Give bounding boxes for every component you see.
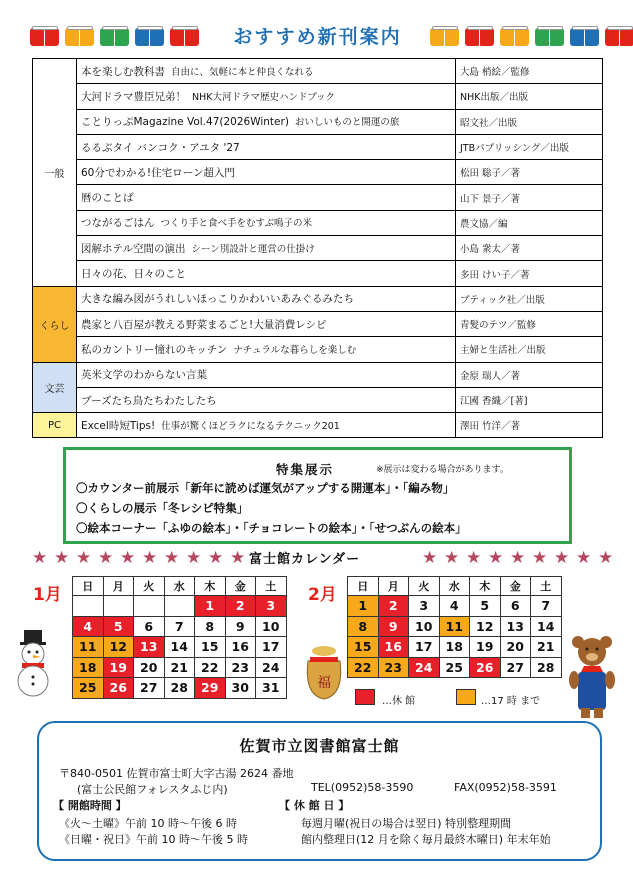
calendar-day: 8 xyxy=(348,616,379,637)
calendar-day: 15 xyxy=(195,637,226,658)
book-publisher: ブティック社／出版 xyxy=(456,286,603,311)
book-publisher: 多田 けい子／著 xyxy=(456,261,603,286)
calendar-day: 7 xyxy=(531,596,562,617)
calendar-day: 4 xyxy=(439,596,470,617)
book-subtitle: NHK大河ドラマ歴史ハンドブック xyxy=(192,91,336,103)
calendar-day: 26 xyxy=(103,678,134,699)
book-title-cell xyxy=(77,84,456,109)
legend-until17-swatch xyxy=(456,689,476,705)
calendar-day: 13 xyxy=(134,637,165,658)
book-row xyxy=(33,286,603,311)
book-row xyxy=(33,362,603,387)
feature-note: ※展示は変わる場合があります。 xyxy=(376,465,509,475)
book-title-cell xyxy=(77,286,456,311)
book-row xyxy=(33,185,603,210)
weekday-header: 木 xyxy=(470,577,501,596)
calendar-day: 12 xyxy=(103,637,134,658)
library-info-box xyxy=(37,721,602,861)
book-subtitle: ナチュラルな暮らしを楽しむ xyxy=(233,344,357,356)
book-row xyxy=(33,261,603,286)
book-icon xyxy=(65,26,95,48)
calendar-day: 16 xyxy=(225,637,256,658)
category-cell: PC xyxy=(33,413,77,438)
calendar-day: 17 xyxy=(256,637,287,658)
calendar-day: 9 xyxy=(225,616,256,637)
star-icon: ★ xyxy=(76,548,92,568)
library-name: 佐賀市立図書館富士館 xyxy=(239,737,400,755)
book-title: 大河ドラマ豊臣兄弟！ xyxy=(81,90,186,103)
page-title: おすすめ新刊案内 xyxy=(233,26,402,48)
month-label-february: 2月 xyxy=(308,585,337,605)
book-publisher: NHK出版／出版 xyxy=(456,84,603,109)
book-row xyxy=(33,236,603,261)
calendar-day: 23 xyxy=(378,657,409,678)
calendar-day: 14 xyxy=(531,616,562,637)
book-title-cell xyxy=(77,362,456,387)
calendar-day: 4 xyxy=(73,616,104,637)
weekday-header: 木 xyxy=(195,577,226,596)
star-icon: ★ xyxy=(120,548,136,568)
star-icon: ★ xyxy=(186,548,202,568)
category-cell: くらし xyxy=(33,286,77,362)
calendar-day: 30 xyxy=(225,678,256,699)
star-icon: ★ xyxy=(488,548,504,568)
book-row xyxy=(33,134,603,159)
star-icon: ★ xyxy=(230,548,246,568)
feature-line: 〇カウンター前展示「新年に読めば運気がアップする開運本」・「編み物」 xyxy=(76,481,455,495)
legend-until17-label: …17 時 まで xyxy=(481,696,541,707)
weekday-header: 土 xyxy=(531,577,562,596)
book-title: 本を楽しむ教科書 xyxy=(81,65,165,78)
book-subtitle: つくり手と食べ手をむすぶ鳴子の米 xyxy=(160,218,313,230)
calendar-day: 6 xyxy=(500,596,531,617)
book-publisher: 農文協／編 xyxy=(456,210,603,235)
book-row xyxy=(33,59,603,84)
book-title-cell xyxy=(77,109,456,134)
snowman-illustration xyxy=(10,628,56,698)
library-building: (富士公民館フォレスタふじ内) xyxy=(77,783,228,796)
category-cell: 文芸 xyxy=(33,362,77,413)
book-title: 私のカントリー憧れのキッチン xyxy=(81,343,228,356)
book-title-cell xyxy=(77,413,456,438)
calendar-day: 28 xyxy=(531,657,562,678)
calendar-day: 31 xyxy=(256,678,287,699)
hours-weekday: 《火～土曜》午前 10 時～午後 6 時 xyxy=(59,817,237,830)
book-icon xyxy=(30,26,60,48)
calendar-day xyxy=(103,596,134,617)
book-title-cell xyxy=(77,387,456,412)
book-publisher: 青髪のテツ／監修 xyxy=(456,311,603,336)
calendar-day: 15 xyxy=(348,637,379,658)
calendar-day: 14 xyxy=(164,637,195,658)
book-title-cell xyxy=(77,59,456,84)
closed-days-line-1: 毎週月曜(祝日の場合は翌日) 特別整理期間 xyxy=(301,817,512,830)
library-fax: FAX(0952)58-3591 xyxy=(454,781,557,794)
calendar-day: 24 xyxy=(409,657,440,678)
book-row xyxy=(33,84,603,109)
book-title: 日々の花、日々のこと xyxy=(81,268,186,281)
weekday-header: 月 xyxy=(378,577,409,596)
calendar-day: 3 xyxy=(256,596,287,617)
calendar-day: 17 xyxy=(409,637,440,658)
star-icon: ★ xyxy=(32,548,48,568)
book-subtitle: 仕事が驚くほどラクになるテクニック201 xyxy=(161,420,340,432)
calendar-day: 3 xyxy=(409,596,440,617)
legend-closed-label: …休 館 xyxy=(382,696,416,707)
legend-closed-swatch xyxy=(355,689,375,705)
book-title-cell xyxy=(77,185,456,210)
library-address: 〒840-0501 佐賀市富士町大字古湯 2624 番地 xyxy=(59,767,294,780)
calendar-day: 5 xyxy=(470,596,501,617)
book-title-cell xyxy=(77,210,456,235)
calendar-day: 16 xyxy=(378,637,409,658)
book-title: 農家と八百屋が教える野菜まるごと!大量消費レシピ xyxy=(81,318,327,331)
calendar-day: 10 xyxy=(256,616,287,637)
book-title-cell xyxy=(77,134,456,159)
calendar-day: 19 xyxy=(470,637,501,658)
calendar-day: 28 xyxy=(164,678,195,699)
star-icon: ★ xyxy=(532,548,548,568)
book-subtitle: シーン別設計と運営の仕掛け xyxy=(191,243,315,255)
calendar-day: 1 xyxy=(348,596,379,617)
calendar-day: 18 xyxy=(73,657,104,678)
calendar-day: 2 xyxy=(225,596,256,617)
calendar-day: 23 xyxy=(225,657,256,678)
book-title-cell xyxy=(77,311,456,336)
calendar-day: 19 xyxy=(103,657,134,678)
calendar-day: 24 xyxy=(256,657,287,678)
weekday-header: 金 xyxy=(225,577,256,596)
star-icon: ★ xyxy=(54,548,70,568)
weekday-header: 土 xyxy=(256,577,287,596)
book-title-cell xyxy=(77,337,456,362)
closed-days-line-2: 館内整理日(12 月を除く毎月最終木曜日) 年末年始 xyxy=(301,833,551,846)
calendar-day: 27 xyxy=(134,678,165,699)
calendar-day: 8 xyxy=(195,616,226,637)
book-row xyxy=(33,337,603,362)
calendar-day: 11 xyxy=(439,616,470,637)
star-icon: ★ xyxy=(208,548,224,568)
header xyxy=(0,22,633,56)
book-title: ことりっぷMagazine Vol.47(2026Winter) xyxy=(81,116,289,129)
calendar-day: 25 xyxy=(73,678,104,699)
calendar-day: 21 xyxy=(164,657,195,678)
feature-line: 〇絵本コーナー「ふゆの絵本」・「チョコレートの絵本」・「せつぶんの絵本」 xyxy=(76,521,467,535)
feature-line: 〇くらしの展示「冬レシピ特集」 xyxy=(76,501,249,515)
book-title: 英米文学のわからない言葉 xyxy=(81,369,207,382)
book-title: Excel時短Tips! xyxy=(81,419,156,432)
book-publisher: 江國 香織／[著] xyxy=(456,387,603,412)
calendar-day: 26 xyxy=(470,657,501,678)
book-subtitle: おいしいものと開運の旅 xyxy=(294,117,400,129)
feature-heading: 特集展示 xyxy=(276,462,335,477)
book-title-cell xyxy=(77,261,456,286)
book-publisher: 主婦と生活社／出版 xyxy=(456,337,603,362)
calendar-february xyxy=(347,576,562,678)
book-title: 大きな編み図がうれしいほっこりかわいいあみぐるみたち xyxy=(81,293,354,306)
book-title-cell xyxy=(77,160,456,185)
calendar-day: 18 xyxy=(439,637,470,658)
calendar-january xyxy=(72,576,287,699)
star-icon: ★ xyxy=(142,548,158,568)
book-publisher: 松田 聡子／著 xyxy=(456,160,603,185)
weekday-header: 火 xyxy=(409,577,440,596)
lucky-bag-illustration xyxy=(300,643,348,703)
star-icon: ★ xyxy=(422,548,438,568)
star-icon: ★ xyxy=(164,548,180,568)
weekday-header: 金 xyxy=(500,577,531,596)
weekday-header: 火 xyxy=(134,577,165,596)
book-title: るるぶタイ バンコク・アユタ '27 xyxy=(81,141,240,154)
closed-days-heading: 【 休 館 日 】 xyxy=(279,799,350,812)
book-icon xyxy=(135,26,165,48)
weekday-header: 日 xyxy=(73,577,104,596)
calendar-day: 7 xyxy=(164,616,195,637)
weekday-header: 水 xyxy=(164,577,195,596)
book-icon xyxy=(170,26,200,48)
calendar-day: 20 xyxy=(500,637,531,658)
book-publisher: 小島 衆太／著 xyxy=(456,236,603,261)
book-title: ブーズたち鳥たちわたしたち xyxy=(81,394,217,407)
book-row xyxy=(33,387,603,412)
book-subtitle: 自由に、気軽に本と仲良くなれる xyxy=(171,66,314,78)
book-row xyxy=(33,109,603,134)
calendar-day: 29 xyxy=(195,678,226,699)
calendar-day: 13 xyxy=(500,616,531,637)
calendar-day: 9 xyxy=(378,616,409,637)
book-title: 60分でわかる!住宅ローン超入門 xyxy=(81,166,235,179)
calendar-day: 22 xyxy=(348,657,379,678)
star-icon: ★ xyxy=(444,548,460,568)
library-tel: TEL(0952)58-3590 xyxy=(311,781,414,794)
book-icon xyxy=(570,26,600,48)
star-icon: ★ xyxy=(598,548,614,568)
hours-weekend: 《日曜・祝日》午前 10 時～午後 5 時 xyxy=(59,833,248,846)
calendar-day: 25 xyxy=(439,657,470,678)
weekday-header: 月 xyxy=(103,577,134,596)
book-icon xyxy=(500,26,530,48)
star-icon: ★ xyxy=(98,548,114,568)
opening-hours-heading: 【 開館時間 】 xyxy=(53,799,127,812)
star-icon: ★ xyxy=(554,548,570,568)
book-title: つながるごはん xyxy=(81,217,155,230)
calendar-day xyxy=(134,596,165,617)
calendar-day: 1 xyxy=(195,596,226,617)
book-publisher: 金原 瑞人／著 xyxy=(456,362,603,387)
calendar-day: 10 xyxy=(409,616,440,637)
calendar-day: 22 xyxy=(195,657,226,678)
month-label-january: 1月 xyxy=(33,585,62,605)
new-books-table xyxy=(32,58,603,438)
book-publisher: 山下 景子／著 xyxy=(456,185,603,210)
book-icon xyxy=(465,26,495,48)
calendar-day: 6 xyxy=(134,616,165,637)
calendar-day: 27 xyxy=(500,657,531,678)
weekday-header: 日 xyxy=(348,577,379,596)
book-row xyxy=(33,210,603,235)
category-cell: 一般 xyxy=(33,59,77,287)
book-row xyxy=(33,160,603,185)
book-icon xyxy=(535,26,565,48)
calendar-day xyxy=(164,596,195,617)
calendar-day: 21 xyxy=(531,637,562,658)
book-publisher: 大島 梢絵／監修 xyxy=(456,59,603,84)
calendar-day: 2 xyxy=(378,596,409,617)
lucky-bag-label: 福 xyxy=(317,675,331,691)
book-title: 図解ホテル空間の演出 xyxy=(81,242,186,255)
feature-box xyxy=(63,447,572,544)
book-row xyxy=(33,413,603,438)
calendar-day: 11 xyxy=(73,637,104,658)
book-title-cell xyxy=(77,236,456,261)
book-publisher: JTBパブリッシング／出版 xyxy=(456,134,603,159)
book-publisher: 昭文社／出版 xyxy=(456,109,603,134)
star-icon: ★ xyxy=(510,548,526,568)
calendar-title: 富士館カレンダー xyxy=(245,548,364,567)
calendar-day: 5 xyxy=(103,616,134,637)
book-title: 暦のことば xyxy=(81,192,134,205)
star-icon: ★ xyxy=(466,548,482,568)
bear-illustration xyxy=(566,632,622,722)
book-publisher: 澤田 竹洋／著 xyxy=(456,413,603,438)
book-icon xyxy=(430,26,460,48)
star-icon: ★ xyxy=(576,548,592,568)
book-row xyxy=(33,311,603,336)
calendar-day: 20 xyxy=(134,657,165,678)
book-icon xyxy=(605,26,633,48)
calendar-day: 12 xyxy=(470,616,501,637)
calendar-day xyxy=(73,596,104,617)
book-icon xyxy=(100,26,130,48)
weekday-header: 水 xyxy=(439,577,470,596)
